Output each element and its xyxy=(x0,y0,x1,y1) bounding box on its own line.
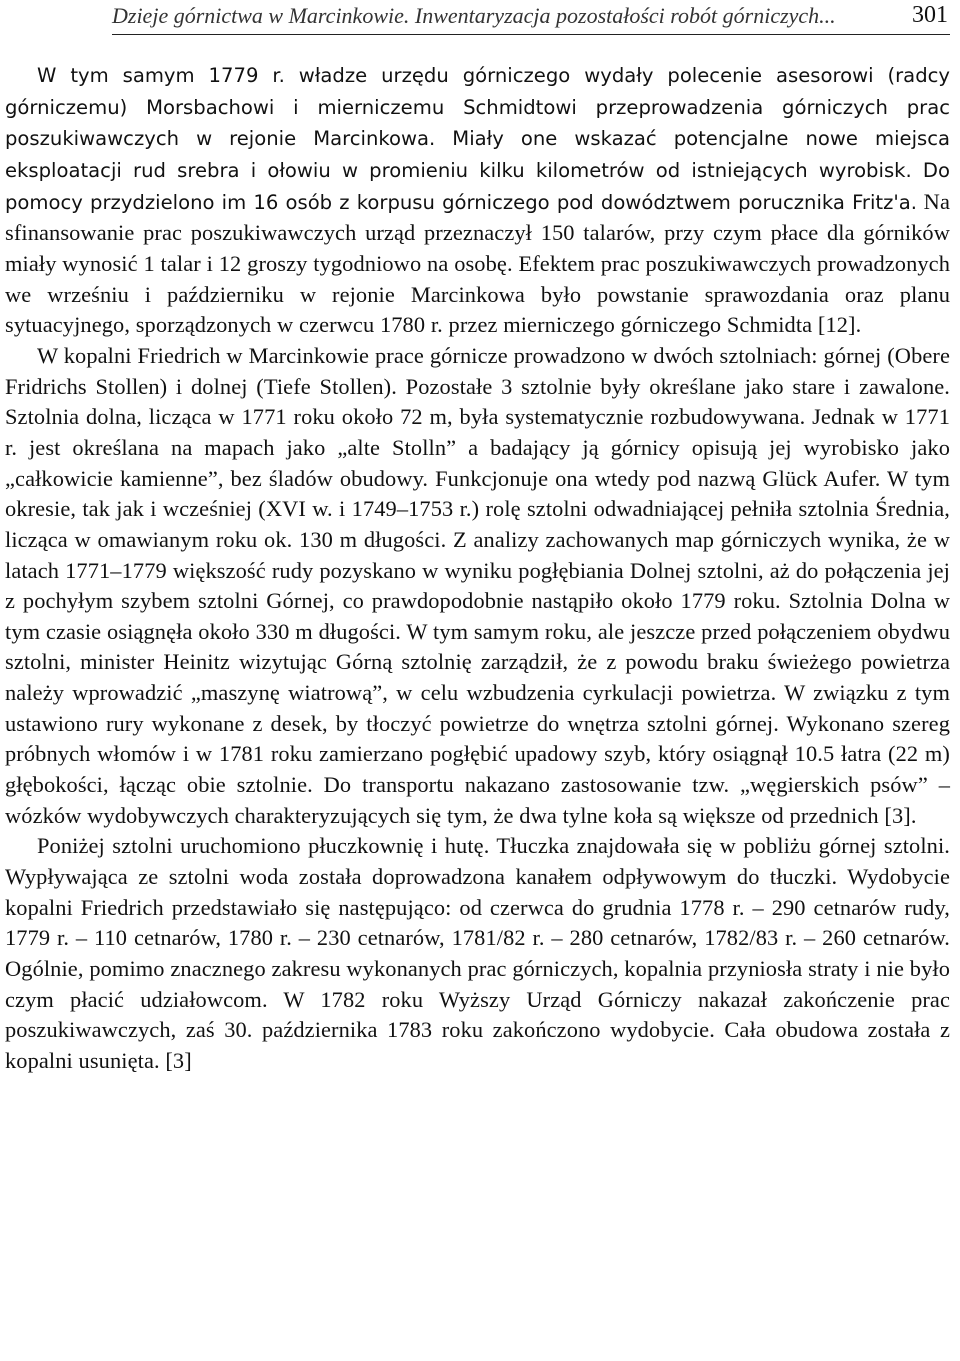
paragraph-1-segment-serif: Na sfinansowanie prac poszukiwawczych urząd przeznaczył 150 talarów, przy czym płace dla górników miały wynosić 1 talar i 12 groszy tygodniowo na osobę. Efektem prac poszukiwawczych prowadzonych we wrześniu i październiku w rejonie Marcinkowa było powstanie sprawozdania oraz planu sytuacyjnego, sporządzonych w czerwcu 1780 r. przez mierniczego górniczego Schmidta [12]. xyxy=(5,188,950,338)
body-text xyxy=(5,60,950,1077)
paragraph-1-segment-sans: W tym samym 1779 r. władze urzędu górniczego wydały polecenie asesorowi (radcy górniczemu) Morsbachowi i mierniczemu Schmidtowi przeprowadzenia górniczych prac poszukiwawczych w rejonie Marcinkowa. Miały one wskazać potencjalne nowe miejsca eksploatacji rud srebra i ołowiu w promieniu kilku kilometrów od istniejących wyrobisk. Do pomocy przydzielono im 16 osób z korpusu górniczego pod dowództwem porucznika Fritz'a. xyxy=(5,64,950,214)
paragraph-1 xyxy=(5,60,950,341)
paragraph-2: W kopalni Friedrich w Marcinkowie prace górnicze prowadzono w dwóch sztolniach: górnej (Obere Fridrichs Stollen) i dolnej (Tiefe Stollen). Pozostałe 3 sztolnie były określane jako stare i zawalone. Sztolnia dolna, licząca w 1771 roku około 72 m, była systematycznie rozbudowywana. Jednak w 1771 r. jest określana na mapach jako „alte Stolln” a badający ją górnicy opisują jej wyrobisko jako „całkowicie kamienne”, bez śladów obudowy. Funkcjonuje ona wtedy pod nazwą Glück Aufer. W tym okresie, tak jak i wcześniej (XVI w. i 1749–1753 r.) rolę sztolni odwadniającej pełniła sztolnia Średnia, licząca w omawianym roku ok. 130 m długości. Z analizy zachowanych map górniczych wynika, że w latach 1771–1779 większość rudy pozyskano w wyniku pogłębiania Dolnej sztolni, aż do połączenia jej z pochyłym szybem sztolni Górnej, co prawdopodobnie nastąpiło około 1779 roku. Sztolnia Dolna w tym czasie osiągnęła około 330 m długości. W tym samym roku, ale jeszcze przed połączeniem obydwu sztolni, minister Heinitz wizytując Górną sztolnię zarządził, że z powodu braku świeżego powietrza należy wprowadzić „maszynę wiatrową”, w celu wzbudzenia cyrkulacji powietrza. W związku z tym ustawiono rury wykonane z desek, by tłoczyć powietrze do wnętrza sztolni górnej. Wykonano szereg próbnych włomów i w 1781 roku zamierzano pogłębić upadowy szyb, który osiągnął 10.5 łatra (22 m) głębokości, łącząc obie sztolnie. Do transportu nakazano zastosowanie tzw. „węgierskich psów” – wózków wydobywczych charakteryzujących się tym, że dwa tylne koła są większe od przednich [3]. xyxy=(5,342,950,828)
running-header xyxy=(112,0,950,35)
page-number: 301 xyxy=(912,2,948,28)
running-title: Dzieje górnictwa w Marcinkowie. Inwentaryzacja pozostałości robót górniczych... xyxy=(112,3,836,28)
paragraph-3: Poniżej sztolni uruchomiono płuczkownię i hutę. Tłuczka znajdowała się w pobliżu górnej sztolni. Wypływająca ze sztolni woda została doprowadzona kanałem odpływowym do tłuczki. Wydobycie kopalni Friedrich przedstawiało się następująco: od czerwca do grudnia 1778 r. – 290 cetnarów rudy, 1779 r. – 110 cetnarów, 1780 r. – 230 cetnarów, 1781/82 r. – 280 cetnarów, 1782/83 r. – 260 cetnarów. Ogólnie, pomimo znacznego zakresu wykonanych prac górniczych, kopalnia przyniosła straty i nie było czym płacić udziałowcom. W 1782 roku Wyższy Urząd Górniczy nakazał zakończenie prac poszukiwawczych, zaś 30. października 1783 roku zakończono wydobycie. Cała obudowa została z kopalni usunięta. [3] xyxy=(5,833,950,1073)
